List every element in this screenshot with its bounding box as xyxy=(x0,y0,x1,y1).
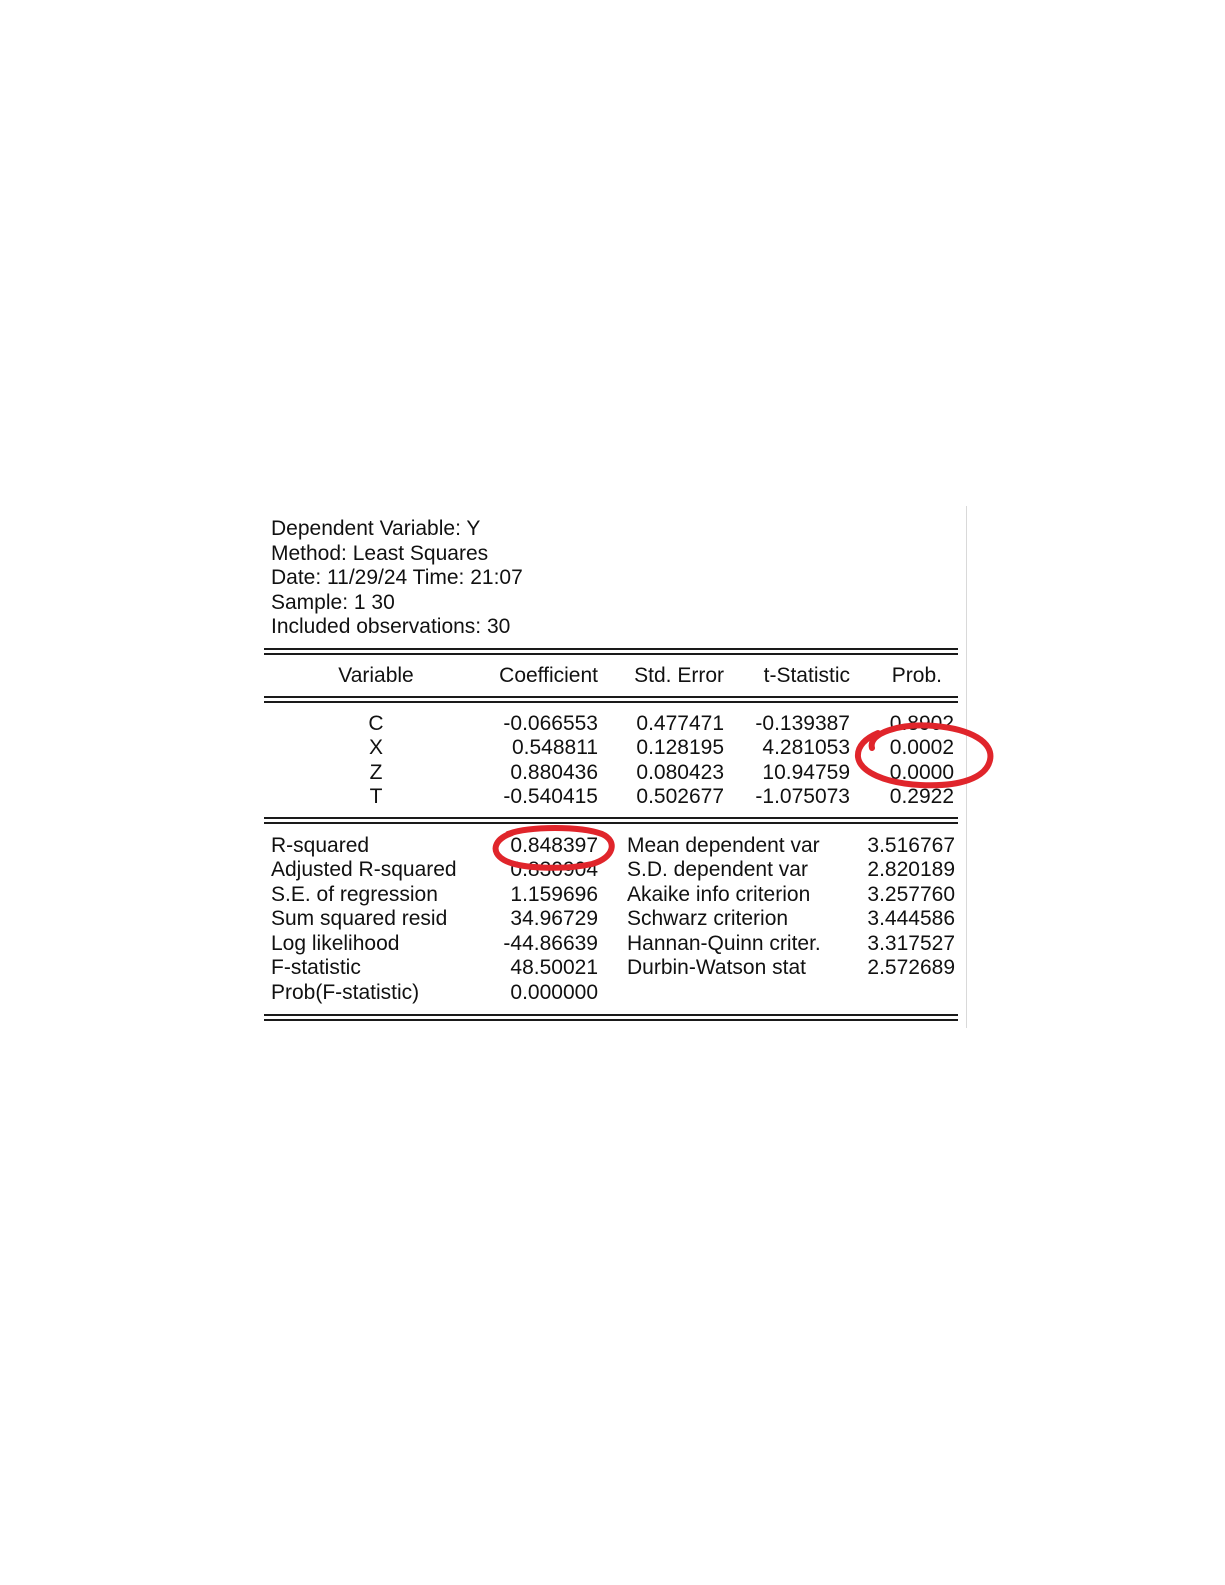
cell-variable: T xyxy=(369,785,383,808)
stat-value: 3.516767 xyxy=(867,834,955,857)
sample: Sample: 1 30 xyxy=(271,591,395,614)
stat-label: Hannan-Quinn criter. xyxy=(627,932,821,955)
stat-value: 3.444586 xyxy=(867,907,955,930)
stat-label: F-statistic xyxy=(271,956,361,979)
cell-coefficient: -0.540415 xyxy=(503,785,598,808)
method: Method: Least Squares xyxy=(271,542,489,565)
stat-value: 34.96729 xyxy=(510,907,598,930)
cell-std-error: 0.502677 xyxy=(636,785,724,808)
stat-value: 3.317527 xyxy=(867,932,955,955)
cell-t-statistic: 4.281053 xyxy=(762,736,850,759)
cell-prob: 0.8902 xyxy=(889,712,954,735)
stat-value: 1.159696 xyxy=(510,883,598,906)
included-observations: Included observations: 30 xyxy=(271,615,511,638)
cell-prob: 0.0000 xyxy=(889,761,954,784)
stat-label: Mean dependent var xyxy=(627,834,820,857)
cell-t-statistic: 10.94759 xyxy=(762,761,850,784)
stat-value: 0.848397 xyxy=(510,834,598,857)
stat-label: Durbin-Watson stat xyxy=(627,956,806,979)
stat-label: Adjusted R-squared xyxy=(271,858,457,881)
stat-value: 2.820189 xyxy=(867,858,955,881)
cell-prob: 0.0002 xyxy=(889,736,954,759)
cell-coefficient: 0.548811 xyxy=(511,736,598,759)
stat-value: 48.50021 xyxy=(510,956,598,979)
r-squared-circle-annotation xyxy=(496,828,612,868)
stat-label: Akaike info criterion xyxy=(627,883,811,906)
cell-variable: X xyxy=(368,736,383,759)
cell-std-error: 0.080423 xyxy=(636,761,724,784)
cell-std-error: 0.128195 xyxy=(636,736,724,759)
col-header-variable: Variable xyxy=(338,664,414,687)
dependent-variable: Dependent Variable: Y xyxy=(271,517,481,540)
stat-label: S.E. of regression xyxy=(271,883,438,906)
cell-t-statistic: -1.075073 xyxy=(755,785,850,808)
stat-label: Prob(F-statistic) xyxy=(271,981,420,1004)
cell-prob: 0.2922 xyxy=(889,785,954,808)
col-header-t-statistic: t-Statistic xyxy=(763,664,850,687)
cell-variable: Z xyxy=(369,761,383,784)
stat-label: S.D. dependent var xyxy=(627,858,808,881)
stat-label: Schwarz criterion xyxy=(627,907,789,930)
cell-t-statistic: -0.139387 xyxy=(755,712,850,735)
stat-label: Sum squared resid xyxy=(271,907,448,930)
prob-circle-annotation xyxy=(858,725,991,785)
stat-label: R-squared xyxy=(271,834,370,857)
stat-value: 3.257760 xyxy=(867,883,955,906)
stat-value: 0.000000 xyxy=(510,981,598,1004)
col-header-std-error: Std. Error xyxy=(634,664,724,687)
date-time: Date: 11/29/24 Time: 21:07 xyxy=(271,566,523,589)
stat-value: 0.830904 xyxy=(510,858,598,881)
col-header-coefficient: Coefficient xyxy=(499,664,598,687)
stat-value: -44.86639 xyxy=(503,932,598,955)
cell-coefficient: 0.880436 xyxy=(510,761,598,784)
cell-variable: C xyxy=(368,712,384,735)
stat-value: 2.572689 xyxy=(867,956,955,979)
cell-std-error: 0.477471 xyxy=(636,712,724,735)
stat-label: Log likelihood xyxy=(271,932,400,955)
col-header-prob: Prob. xyxy=(891,664,942,687)
cell-coefficient: -0.066553 xyxy=(503,712,598,735)
